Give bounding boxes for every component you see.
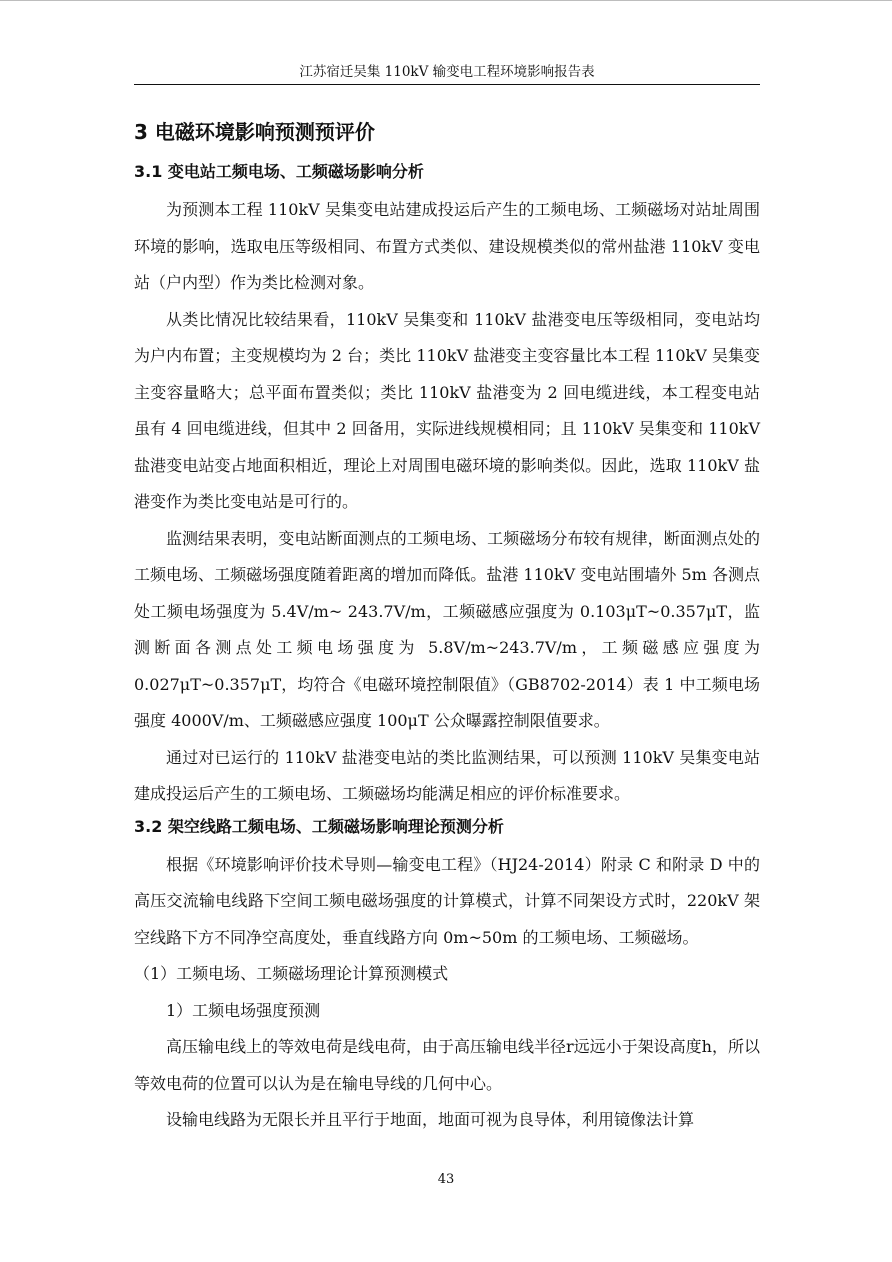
- top-border-line: [0, 0, 892, 1]
- list-item-1: （1）工频电场、工频磁场理论计算预测模式: [134, 964, 449, 983]
- running-header: 江苏宿迁吴集 110kV 输变电工程环境影响报告表: [134, 60, 760, 85]
- page-number: 43: [437, 1172, 455, 1187]
- section-title: 3 电磁环境影响预测预评价: [134, 120, 375, 144]
- list-item-1-1: 1）工频电场强度预测: [166, 1000, 321, 1020]
- subsection-3-1-title: 3.1 变电站工频电场、工频磁场影响分析: [134, 162, 424, 181]
- paragraph-3-2-intro: 根据《环境影响评价技术导则—输变电工程》（HJ24-2014）附录 C 和附录 D 中的高压交流输电线路下空间工频电磁场强度的计算模式，计算不同架设方式时，220kV 架空线路下方不同净空高度处，垂直线路方向 0m~50m 的工频电场、工频磁场。: [134, 854, 760, 947]
- page-content: [134, 112, 760, 1139]
- subsection-3-2-title: 3.2 架空线路工频电场、工频磁场影响理论预测分析: [134, 816, 504, 836]
- paragraph-3-1-3: 监测结果表明，变电站断面测点的工频电场、工频磁场分布较有规律，断面测点处的工频电场、工频磁场强度随着距离的增加而降低。盐港 110kV 变电站围墙外 5m 各测点处工频电场强度为 5.4V/m~ 243.7V/m，工频磁感应强度为 0.103μT~0.357μT，监测断面各测点处工频电场强度为 5.8V/m~243.7V/m，工频磁感应强度为 0.027μT~0.357μT，均符合《电磁环境控制限值》（GB8702-2014）表 1 中工频电场强度 4000V/m、工频磁感应强度 100μT 公众曝露控制限值要求。: [134, 528, 760, 730]
- paragraph-3-1-4: 通过对已运行的 110kV 盐港变电站的类比监测结果，可以预测 110kV 吴集变电站建成投运后产生的工频电场、工频磁场均能满足相应的评价标准要求。: [134, 747, 760, 803]
- paragraph-3-1-2: 从类比情况比较结果看，110kV 吴集变和 110kV 盐港变电压等级相同，变电站均为户内布置；主变规模均为 2 台；类比 110kV 盐港变主变容量比本工程 110kV 吴集变主变容量略大；总平面布置类似；类比 110kV 盐港变为 2 回电缆进线，本工程变电站虽有 4 回电缆进线，但其中 2 回备用，实际进线规模相同；且 110kV 吴集变和 110kV 盐港变电站变占地面积相近，理论上对周围电磁环境的影响类似。因此，选取 110kV 盐港变作为类比变电站是可行的。: [134, 309, 760, 511]
- paragraph-3-1-1: 为预测本工程 110kV 吴集变电站建成投运后产生的工频电场、工频磁场对站址周围环境的影响，选取电压等级相同、布置方式类似、建设规模类似的常州盐港 110kV 变电站（户内型）作为类比检测对象。: [134, 200, 760, 292]
- paragraph-equivalent-charge: 高压输电线上的等效电荷是线电荷，由于高压输电线半径r远远小于架设高度h，所以等效电荷的位置可以认为是在输电导线的几何中心。: [134, 1037, 760, 1093]
- paragraph-mirror-method: 设输电线路为无限长并且平行于地面，地面可视为良导体，利用镜像法计算: [166, 1110, 695, 1129]
